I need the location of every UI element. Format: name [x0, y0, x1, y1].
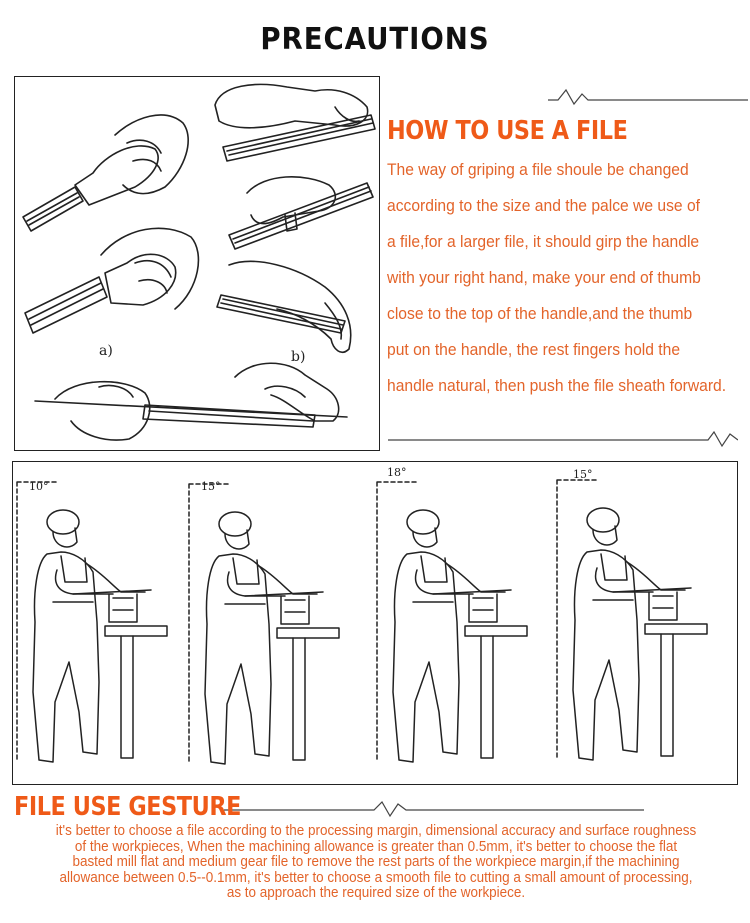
gesture-line: as to approach the required size of the workpiece. [226, 885, 526, 901]
posture-angle-label: 18° [387, 466, 407, 479]
posture-angle-label: 10° [29, 480, 49, 493]
gesture-line: allowance between 0.5--0.1mm, it's better to choose a smooth file to cutting a small amount of processing, [59, 869, 693, 886]
file-use-gesture-text [14, 824, 738, 902]
zigzag-divider-top [548, 86, 748, 108]
file-grip-drawing [15, 77, 381, 452]
filing-posture-drawing [13, 462, 739, 786]
file-use-gesture-heading: FILE USE GESTURE [14, 792, 241, 822]
how-to-use-line: handle natural, then push the file sheath forward. [387, 376, 727, 395]
how-to-use-line: The way of griping a file shoule be changed [387, 160, 689, 179]
file-grip-illustration [14, 76, 380, 451]
gesture-line: of the workpieces, When the machining allowance is greater than 0.5mm, it's better to choose the flat [74, 838, 678, 855]
how-to-use-line: close to the top of the handle,and the thumb [387, 304, 693, 323]
how-to-use-heading: HOW TO USE A FILE [387, 116, 628, 146]
how-to-use-text [387, 152, 739, 404]
how-to-use-line: according to the size and the palce we use of [387, 196, 701, 215]
posture-angle-label: 15° [201, 480, 221, 493]
gesture-line: basted mill flat and medium gear file to remove the rest parts of the workpiece margin,if the machining [72, 854, 680, 870]
how-to-use-line: put on the handle, the rest fingers hold the [387, 340, 681, 359]
page-title: PRECAUTIONS [260, 22, 490, 57]
figure-label-a: a) [99, 343, 113, 359]
filing-posture-illustration [12, 461, 738, 785]
posture-angle-label: 15° [573, 468, 593, 481]
zigzag-divider-mid [388, 428, 738, 450]
figure-label-b: b) [291, 349, 306, 365]
gesture-line: it's better to choose a file according to the processing margin, dimensional accuracy and surface roughness [55, 823, 697, 839]
zigzag-divider-bottom [224, 798, 644, 820]
how-to-use-line: with your right hand, make your end of thumb [387, 268, 701, 287]
how-to-use-line: a file,for a larger file, it should girp the handle [387, 232, 700, 251]
